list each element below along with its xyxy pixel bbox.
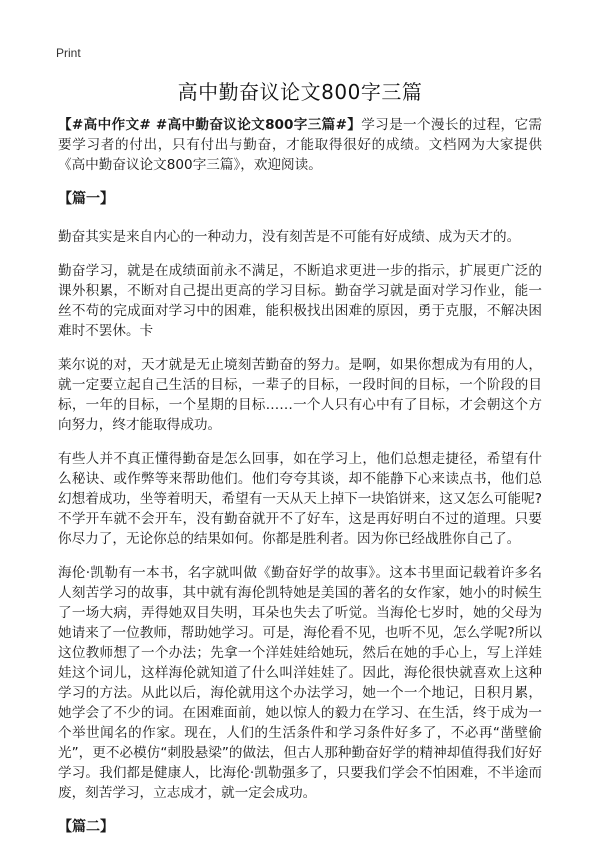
page-title: 高中勤奋议论文800字三篇 <box>177 80 423 104</box>
intro-tag: 【#高中作文# #高中勤奋议论文800字三篇#】 <box>58 117 362 133</box>
section-heading-2: 【篇二】 <box>58 819 114 835</box>
section-heading-1: 【篇一】 <box>58 191 114 207</box>
paragraph-2: 勤奋学习，就是在成绩面前永不满足，不断追求更进一步的指示，扩展更广泛的课外积累，不断对自己提出更高的学习目标。勤奋学习就是面对学习作业，能一丝不苟的完成面对学习中的困难，能积极找出困难的原因，勇于克服，不解决困难时不罢休。卡 <box>58 263 542 339</box>
paragraph-5: 海伦·凯勒有一本书，名字就叫做《勤奋好学的故事》。这本书里面记载着许多名人刻苦学习的故事，其中就有海伦凯特她是美国的著名的女作家，她小的时候生了一场大病，弄得她双目失明，耳朵也失去了听觉。当海伦七岁时，她的父母为她请来了一位教师，帮助她学习。可是，海伦看不见，也听不见，怎么学呢?所以这位教师想了一个办法；先拿一个洋娃娃给她玩，然后在她的手心上，写上洋娃娃这个词儿，这样海伦就知道了什么叫洋娃娃了。因此，海伦很快就喜欢上这种学习的方法。从此以后，海伦就用这个办法学习，她一个一个地记，日积月累，她学会了不少的词。在困难面前，她以惊人的毅力在学习、在生活，终于成为一个举世闻名的作家。现在，人们的生活条件和学习条件好多了，不必再“凿壁偷光”，更不必模仿“刺股悬梁”的做法，但古人那种勤奋好学的精神却值得我们好好学习。我们都是健康人，比海伦·凯勒强多了，只要我们学会不怕困难，不半途而废，刻苦学习，立志成才，就一定会成功。 <box>58 565 542 801</box>
print-link[interactable]: Print <box>56 46 81 60</box>
intro-paragraph <box>58 115 542 175</box>
paragraph-4: 有些人并不真正懂得勤奋是怎么回事，如在学习上，他们总想走捷径，希望有什么秘诀、或作弊等来帮助他们。他们夸夸其谈，却不能静下心来读点书，他们总幻想着成功，坐等着明天，希望有一天从天上掉下一块馅饼来，这又怎么可能呢?不学开车就不会开车，没有勤奋就开不了好车，这是再好明白不过的道理。只要你尽力了，无论你总的结果如何。你都是胜利者。因为你已经战胜你自己了。 <box>58 451 542 547</box>
article-body <box>58 115 542 855</box>
intro-text: 学习是一个漫长的过程，它需要学习者的付出，只有付出与勤奋，才能取得很好的成绩。文档网为大家提供《高中勤奋议论文800字三篇》，欢迎阅读。 <box>58 117 543 173</box>
paragraph-3: 莱尔说的对，天才就是无止境刻苦勤奋的努力。是啊，如果你想成为有用的人，就一定要立起自己生活的目标，一辈子的目标，一段时间的目标，一个阶段的目标，一年的目标，一个星期的目标……一个人只有心中有了目标，才会朝这个方向努力，终才能取得成功。 <box>58 357 542 433</box>
paragraph-1: 勤奋其实是来自内心的一种动力，没有刻苦是不可能有好成绩、成为天才的。 <box>58 229 521 245</box>
